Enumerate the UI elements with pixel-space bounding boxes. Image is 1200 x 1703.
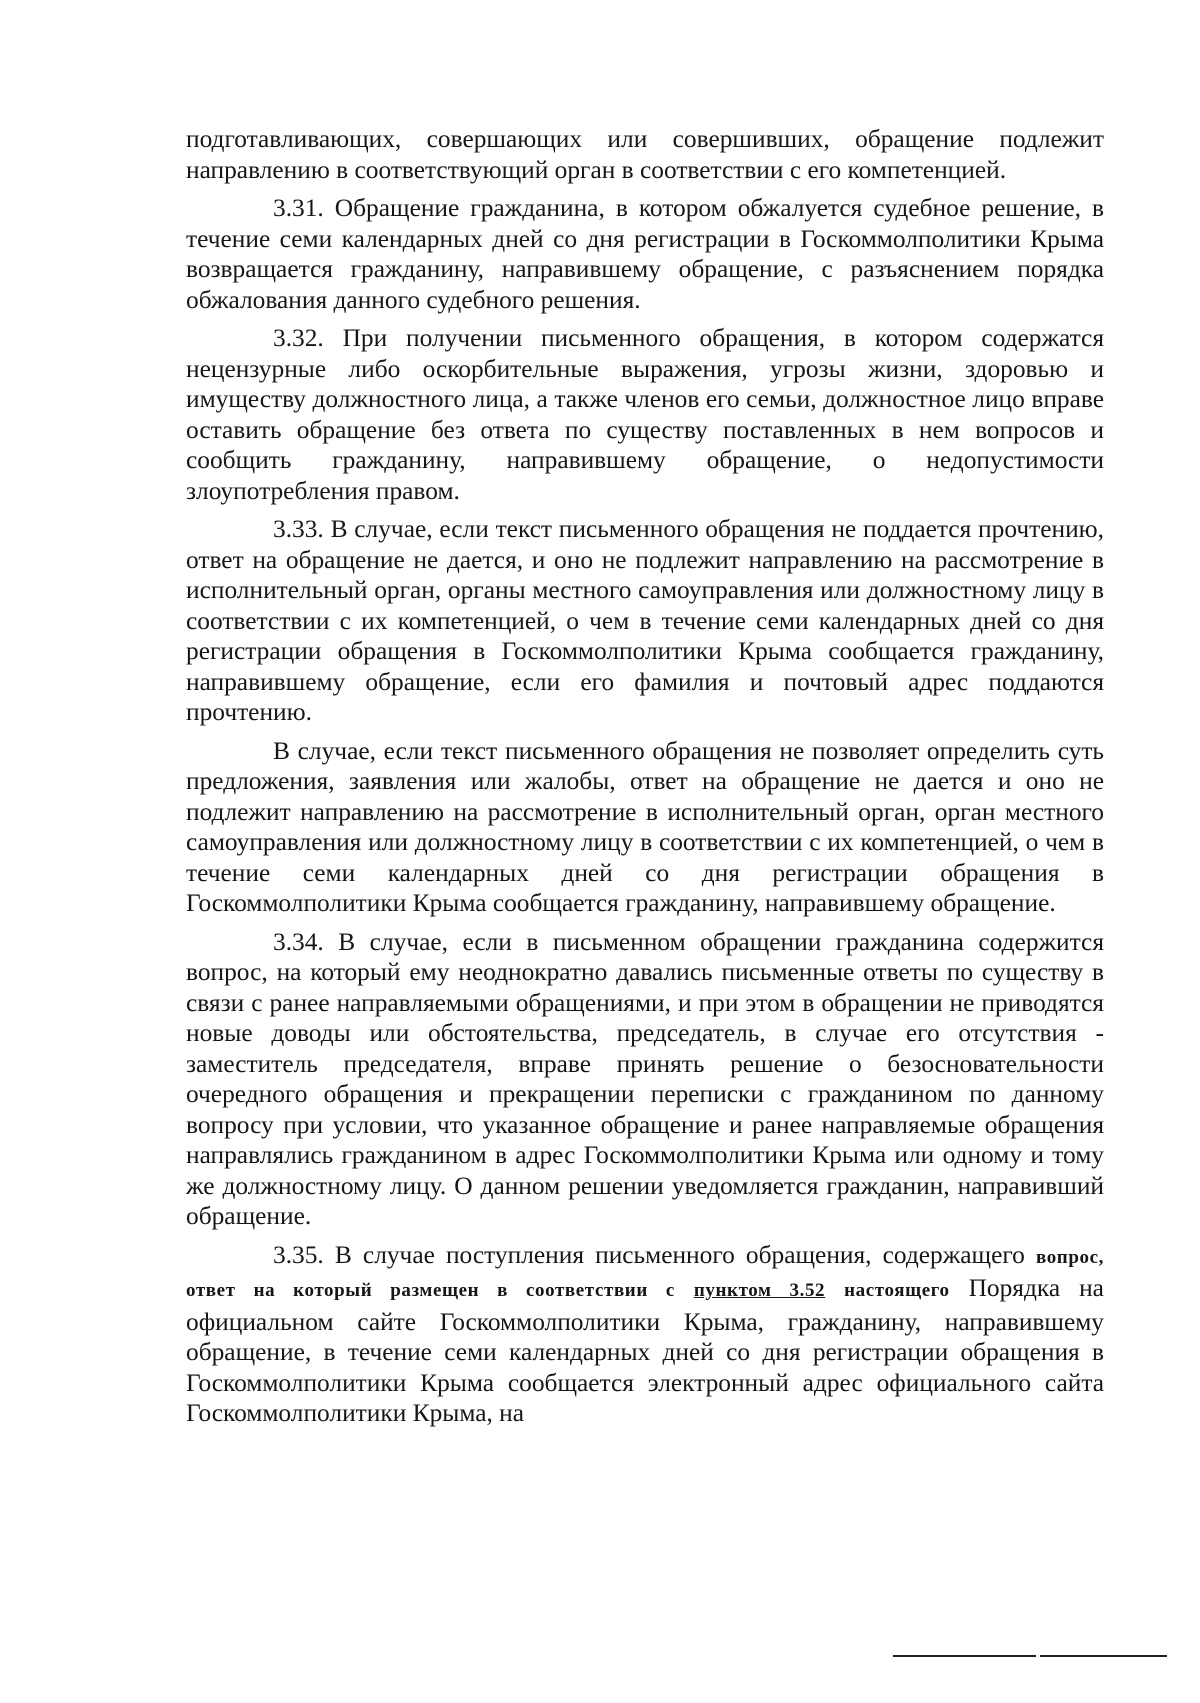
paragraph-3-35 xyxy=(186,1240,1104,1429)
paragraph-3-33: 3.33. В случае, если текст письменного обращения не поддается прочтению, ответ на обращение не дается, и оно не подлежит направлению на рассмотрение в исполнительный орган, органы местного самоуправления или должностному лицу в соответствии с их компетенцией, о чем в течение семи календарных дней со дня регистрации обращения в Госкоммолполитики Крыма сообщается гражданину, направившему обращение, если его фамилия и почтовый адрес поддаются прочтению. xyxy=(186,515,1104,726)
paragraph-3-35-small-text-end: настоящего xyxy=(844,1280,950,1301)
footer-rule-left xyxy=(893,1655,1036,1657)
link-point-3-52[interactable]: пунктом 3.52 xyxy=(693,1280,826,1301)
paragraph-3-35-start: 3.35. В случае поступления письменного обращения, содержащего xyxy=(273,1240,1025,1269)
document-body xyxy=(186,124,1104,1437)
paragraph-3-33-second: В случае, если текст письменного обращения не позволяет определить суть предложения, заявления или жалобы, ответ на обращение не дается и оно не подлежит направлению на рассмотрение в исполнительный орган, орган местного самоуправления или должностному лицу в соответствии с их компетенцией, о чем в течение семи календарных дней со дня регистрации обращения в Госкоммолполитики Крыма сообщается гражданину, направившему обращение. xyxy=(186,736,1104,917)
footer-rule-right xyxy=(1040,1655,1167,1657)
paragraph-3-35-rest: Порядка на официальном сайте Госкоммолполитики Крыма, гражданину, направившему обращение, в течение семи календарных дней со дня регистрации обращения в Госкоммолполитики Крыма сообщается электронный адрес официального сайта Госкоммолполитики Крыма, на xyxy=(186,1274,1104,1427)
paragraph-continuation: подготавливающих, совершающих или совершивших, обращение подлежит направлению в соответствующий орган в соответствии с его компетенцией. xyxy=(186,125,1104,184)
paragraph-3-34: 3.34. В случае, если в письменном обращении гражданина содержится вопрос, на который ему неоднократно давались письменные ответы по существу в связи с ранее направляемыми обращениями, и при этом в обращении не приводятся новые доводы или обстоятельства, председатель, в случае его отсутствия - заместитель председателя, вправе принять решение о безосновательности очередного обращения и прекращении переписки с гражданином по данному вопросу при условии, что указанное обращение и ранее направляемые обращения направлялись гражданином в адрес Госкоммолполитики Крыма или одному и тому же должностному лицу. О данном решении уведомляется гражданин, направивший обращение. xyxy=(186,927,1104,1230)
paragraph-3-32: 3.32. При получении письменного обращения, в котором содержатся нецензурные либо оскорбительные выражения, угрозы жизни, здоровью и имуществу должностного лица, а также членов его семьи, должностное лицо вправе оставить обращение без ответа по существу поставленных в нем вопросов и сообщить гражданину, направившему обращение, о недопустимости злоупотребления правом. xyxy=(186,324,1104,505)
paragraph-3-35-small-text: вопрос, ответ на который размещен в соответствии с xyxy=(186,1246,1104,1301)
paragraph-3-31: 3.31. Обращение гражданина, в котором обжалуется судебное решение, в течение семи календарных дней со дня регистрации в Госкоммолполитики Крыма возвращается гражданину, направившему обращение, с разъяснением порядка обжалования данного судебного решения. xyxy=(186,194,1104,314)
